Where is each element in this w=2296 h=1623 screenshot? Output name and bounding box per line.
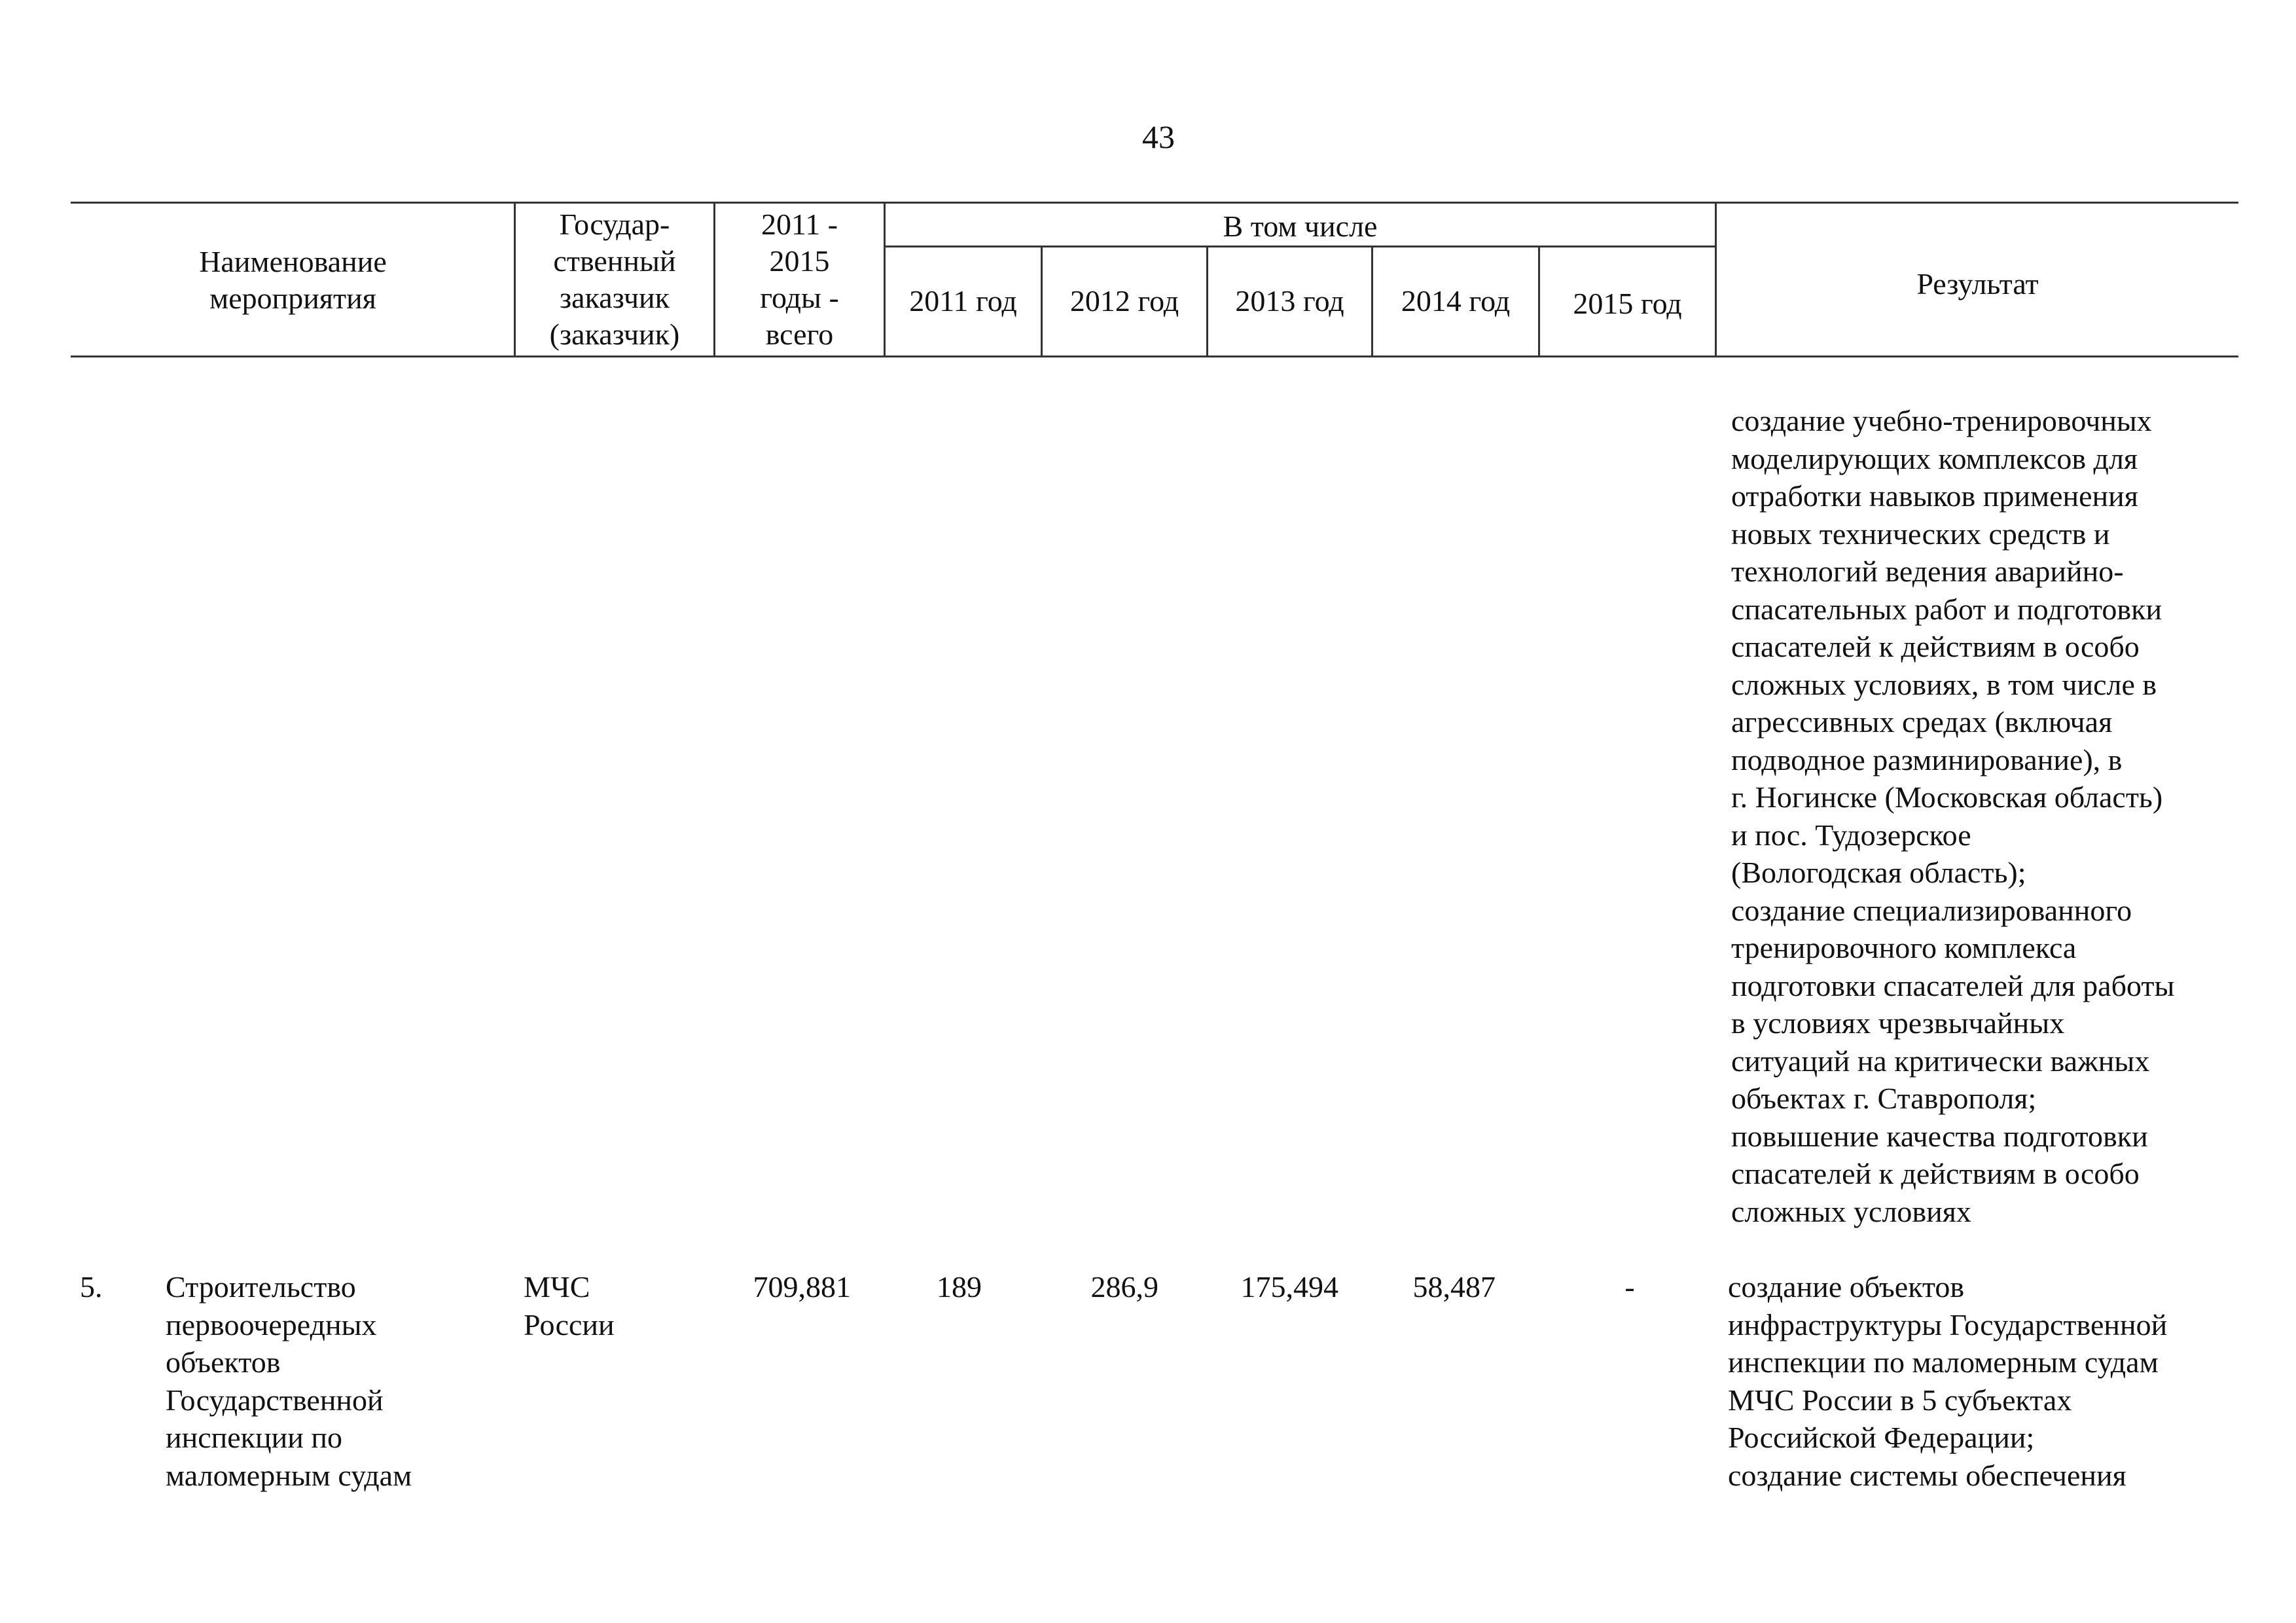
total-2011-2015: 709,881 (753, 1270, 851, 1304)
header-name: Наименование мероприятия (199, 245, 387, 315)
header-bottom-border (71, 356, 2238, 357)
value-2012: 286,9 (1090, 1270, 1158, 1304)
row-number: 5. (80, 1270, 103, 1304)
value-2011: 189 (937, 1270, 982, 1304)
header-top-border (71, 202, 2238, 204)
value-2014: 58,487 (1412, 1270, 1496, 1304)
value-2013: 175,494 (1240, 1270, 1338, 1304)
value-2015: - (1624, 1270, 1635, 1304)
header-customer: Государ- ственный заказчик (заказчик) (549, 208, 680, 351)
subheader-divider (886, 246, 1717, 247)
header-year-2011: 2011 год (909, 284, 1017, 318)
header-year-2012: 2012 год (1069, 284, 1179, 318)
header-total: 2011 - 2015 годы - всего (760, 208, 839, 351)
result-text: создание объектов инфраструктуры Государственной инспекции по маломерным судам МЧС России в 5 субъектах Российской Федерации; создание системы обеспечения (1728, 1270, 2168, 1492)
state-customer: МЧС России (524, 1270, 615, 1341)
header-year-2013: 2013 год (1235, 284, 1344, 318)
header-in-that-number: В том числе (1223, 210, 1378, 243)
header-result: Результат (1916, 267, 2039, 301)
header-year-2015: 2015 год (1573, 287, 1682, 320)
activity-name: Строительство первоочередных объектов Государственной инспекции по маломерным судам (166, 1270, 412, 1492)
continuation-result-text: создание учебно-тренировочных моделирующих комплексов для отработки навыков применения новых технических средств и технологий ведения аварийно- спасательных работ и подготовки спасателей к действиям в особо сложных условиях, в том числе в агрессивных средах (включая подводное разминирование), в г. Ногинске (Московская область) и пос. Тудозерское (Вологодская область); создание специализированного тренировочного комплекса подготовки спасателей для работы в условиях чрезвычайных ситуаций на критически важных объектах г. Ставрополя; повышение качества подготовки спасателей к действиям в особо сложных условиях (1731, 404, 2175, 1228)
page-number: 43 (1142, 119, 1175, 155)
header-year-2014: 2014 год (1401, 284, 1511, 318)
